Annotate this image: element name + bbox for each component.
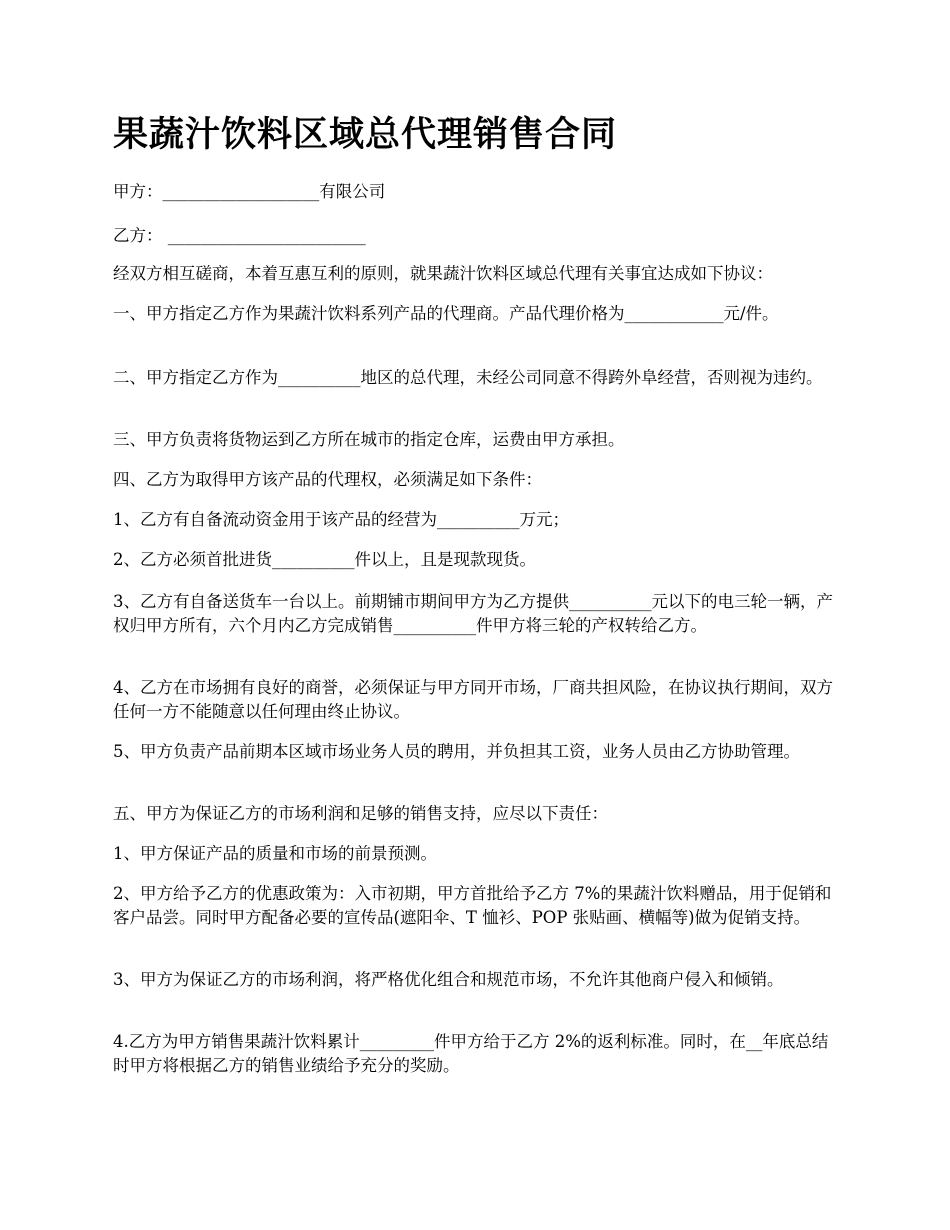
clause-4-3-paragraph: 3、乙方有自备送货车一台以上。前期铺市期间甲方为乙方提供__________元以下的电三轮一辆，产权归甲方所有，六个月内乙方完成销售__________件甲方将三轮的产权转给乙方。 [113, 592, 833, 635]
preamble-paragraph: 经双方相互磋商，本着互惠互利的原则，就果蔬汁饮料区域总代理有关事宜达成如下协议： [113, 264, 773, 283]
clause-4-1-paragraph: 1、乙方有自备流动资金用于该产品的经营为__________万元； [113, 510, 569, 529]
clause-1-paragraph: 一、甲方指定乙方作为果蔬汁饮料系列产品的代理商。产品代理价格为____________元/件。 [113, 304, 779, 323]
clause-5-3-paragraph: 3、甲方为保证乙方的市场利润，将严格优化组合和规范市场，不允许其他商户侵入和倾销。 [113, 970, 784, 989]
clause-5-paragraph: 五、甲方为保证乙方的市场利润和足够的销售支持，应尽以下责任： [113, 804, 608, 823]
clause-4-5-paragraph: 5、甲方负责产品前期本区域市场业务人员的聘用，并负担其工资，业务人员由乙方协助管理。 [113, 742, 800, 761]
clause-5-1-paragraph: 1、甲方保证产品的质量和市场的前景预测。 [113, 844, 437, 863]
clause-2-paragraph: 二、甲方指定乙方作为__________地区的总代理，未经公司同意不得跨外阜经营，否则视为违约。 [113, 368, 823, 387]
party-a-line: 甲方：___________________有限公司 [113, 182, 386, 201]
clause-4-2-paragraph: 2、乙方必须首批进货__________件以上，且是现款现货。 [113, 550, 536, 569]
clause-3-paragraph: 三、甲方负责将货物运到乙方所在城市的指定仓库，运费由甲方承担。 [113, 430, 625, 449]
clause-4-4-paragraph: 4、乙方在市场拥有良好的商誉，必须保证与甲方同开市场，厂商共担风险，在协议执行期间，双方任何一方不能随意以任何理由终止协议。 [113, 678, 833, 721]
clause-5-2-paragraph: 2、甲方给予乙方的优惠政策为：入市初期，甲方首批给予乙方 7%的果蔬汁饮料赠品，用于促销和客户品尝。同时甲方配备必要的宣传品(遮阳伞、T 恤衫、POP 张贴画、横幅等)做为促销支持。 [113, 884, 832, 927]
clause-5-4-paragraph: 4.乙方为甲方销售果蔬汁饮料累计_________件甲方给于乙方 2%的返利标准。同时，在__年底总结时甲方将根据乙方的销售业绩给予充分的奖励。 [113, 1032, 829, 1075]
document-title: 果蔬汁饮料区域总代理销售合同 [113, 115, 618, 155]
party-b-line: 乙方： ________________________ [113, 226, 366, 245]
clause-4-paragraph: 四、乙方为取得甲方该产品的代理权，必须满足如下条件： [113, 470, 542, 489]
